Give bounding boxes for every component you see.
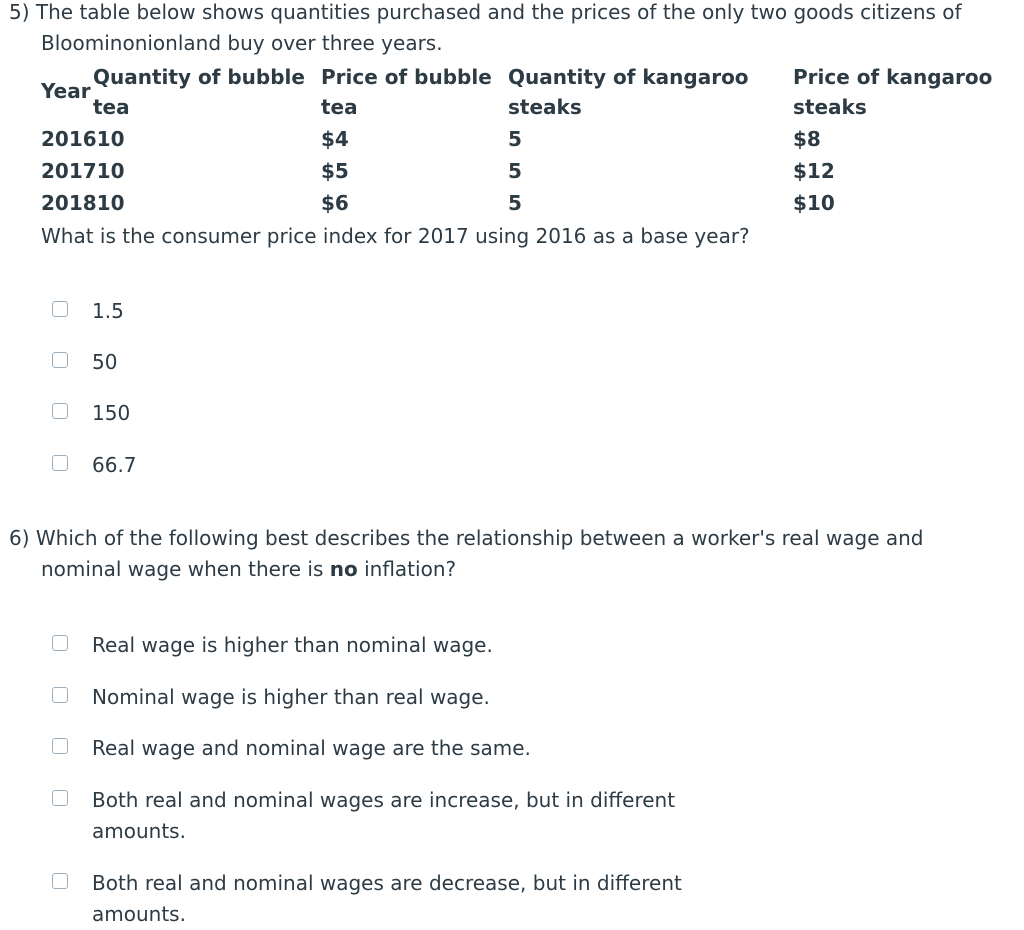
question-5-prompt: What is the consumer price index for 2017 using 2016 as a base year? [41, 224, 750, 248]
question-6-line-2-end: inflation? [357, 557, 457, 581]
row-3-price-tea: $6 [321, 191, 349, 215]
emphasis-no: no [329, 557, 358, 581]
q5-option-4[interactable] [52, 450, 137, 481]
option-label: 1.5 [92, 299, 124, 323]
option-label-line-2: amounts. [92, 902, 186, 926]
row-1-qty-steak: 5 [508, 127, 522, 151]
question-6-text [9, 523, 1009, 585]
option-label: 66.7 [92, 453, 137, 477]
header-qty-tea-1: Quantity of bubble [93, 65, 305, 89]
row-1-price-tea: $4 [321, 127, 349, 151]
q6-option-2[interactable] [52, 682, 490, 713]
question-6-line-2 [9, 554, 1009, 585]
row-3-year: 201810 [41, 191, 125, 215]
checkbox[interactable] [52, 738, 68, 754]
question-5-line-1: 5) The table below shows quantities purchased and the prices of the only two goods citizens of [9, 0, 962, 24]
row-3-qty-steak: 5 [508, 191, 522, 215]
option-label: 150 [92, 401, 131, 425]
checkbox[interactable] [52, 352, 68, 368]
row-2-price-steak: $12 [793, 159, 835, 183]
option-label-line-2: amounts. [92, 819, 186, 843]
checkbox[interactable] [52, 790, 68, 806]
option-label-line-1: Both real and nominal wages are increase, but in different [92, 788, 676, 812]
q6-option-3[interactable] [52, 733, 531, 764]
q6-option-4[interactable] [52, 785, 675, 847]
q5-option-2[interactable] [52, 347, 117, 378]
header-qty-tea-2: tea [93, 95, 130, 119]
row-3-price-steak: $10 [793, 191, 835, 215]
header-qty-steak-1: Quantity of kangaroo [508, 65, 749, 89]
checkbox[interactable] [52, 455, 68, 471]
header-price-steak-2: steaks [793, 95, 867, 119]
option-label: Nominal wage is higher than real wage. [92, 685, 490, 709]
q5-option-1[interactable] [52, 296, 124, 327]
row-2-qty-steak: 5 [508, 159, 522, 183]
option-label: Real wage is higher than nominal wage. [92, 633, 493, 657]
option-label-line-1: Both real and nominal wages are decrease, but in different [92, 871, 682, 895]
data-table [41, 62, 1011, 222]
header-year: Year [41, 79, 91, 103]
option-label: 50 [92, 350, 118, 374]
checkbox[interactable] [52, 635, 68, 651]
header-price-tea-2: tea [321, 95, 358, 119]
option-label: Real wage and nominal wage are the same. [92, 736, 531, 760]
header-qty-steak-2: steaks [508, 95, 582, 119]
checkbox[interactable] [52, 687, 68, 703]
checkbox[interactable] [52, 301, 68, 317]
q5-option-3[interactable] [52, 398, 130, 429]
header-price-tea-1: Price of bubble [321, 65, 492, 89]
row-2-year: 201710 [41, 159, 125, 183]
option-label [92, 785, 675, 847]
question-6-line-2-start: nominal wage when there is [41, 557, 330, 581]
question-6-line-1: 6) Which of the following best describes the relationship between a worker's real wage and [9, 526, 924, 550]
question-5-line-2: Bloominonionland buy over three years. [41, 31, 443, 55]
checkbox[interactable] [52, 403, 68, 419]
row-1-year: 201610 [41, 127, 125, 151]
header-price-steak-1: Price of kangaroo [793, 65, 993, 89]
checkbox[interactable] [52, 873, 68, 889]
question-5-text [9, 0, 1019, 59]
q6-option-1[interactable] [52, 630, 493, 661]
row-1-price-steak: $8 [793, 127, 821, 151]
row-2-price-tea: $5 [321, 159, 349, 183]
